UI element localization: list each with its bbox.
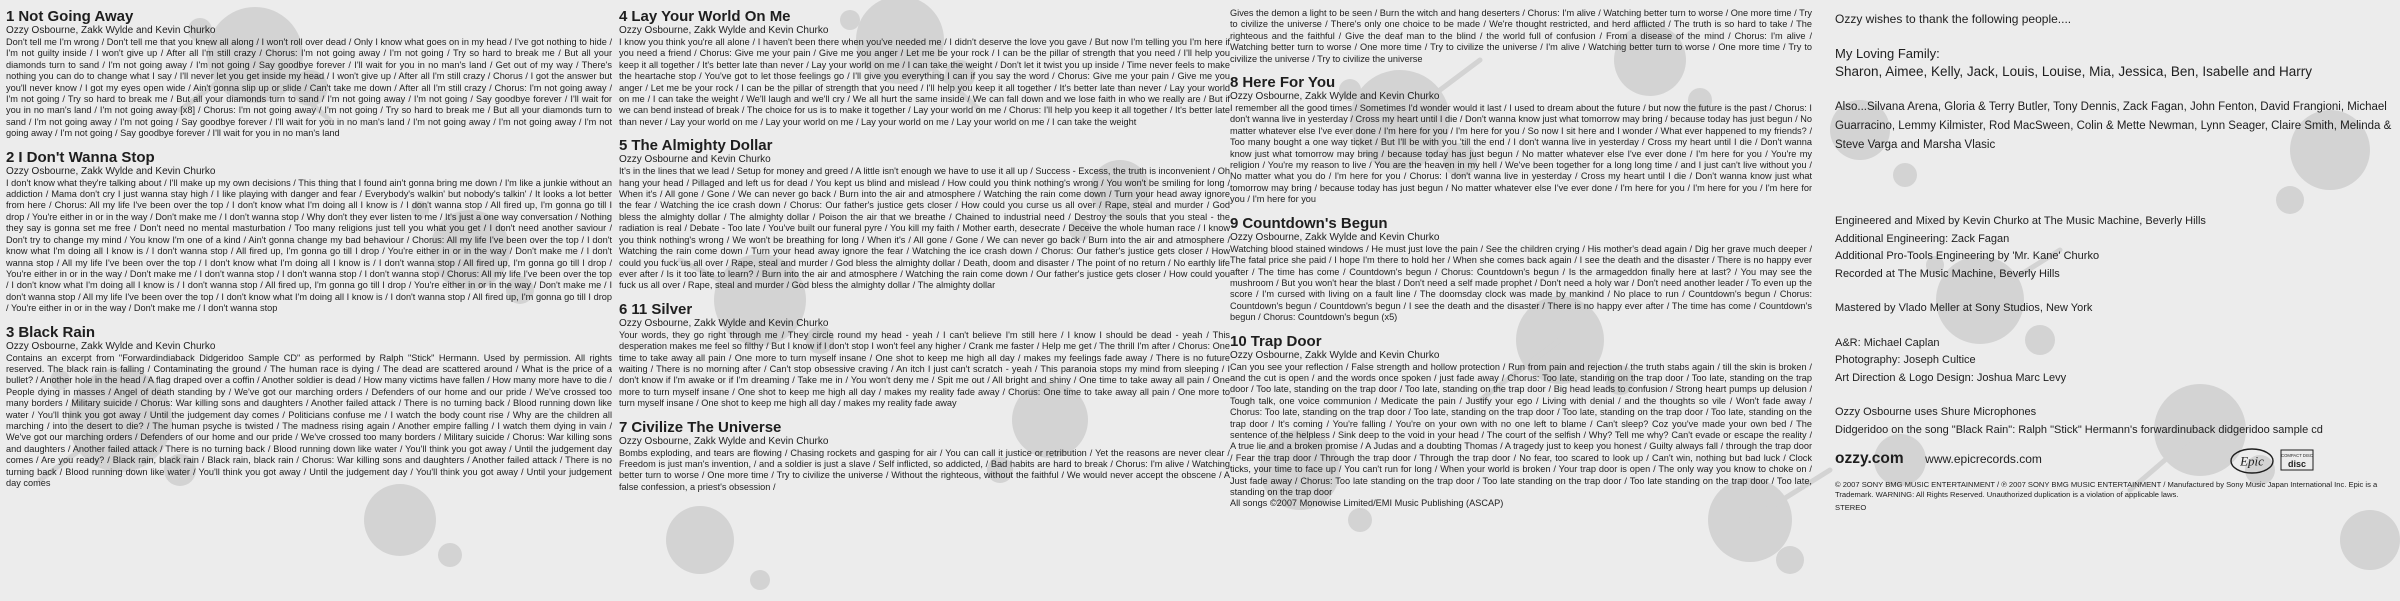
song-title (6, 149, 612, 166)
mastering-credit: Mastered by Vlado Meller at Sony Studios, New York (1835, 302, 2093, 314)
microphone-credit: Ozzy Osbourne uses Shure Microphones (1835, 406, 2037, 418)
ar-credit: A&R: Michael Caplan (1835, 336, 1940, 349)
song-lyrics: Can you see your reflection / False strength and hollow protection / Run from pain and rejection / the truth stabs again / till the skin is broken / and the cut is open / and the words once spoken / just fade away / Chorus: Too late, standing on the trap door / Too late, standing on the trap door / Too late, standing on the trap door / Too late, standing on the trap door / Big head leads to confusion / Strong heart pumps up delusion / Tough talk, one voice communion / Medicate the pain / Justify your ego / Living with denial / and the thoughts so vile / Won't fade away / Chorus: Too late, standing on the trap door / Too late, standing on the trap door / Too late, standing on the trap door / Too late, standing on the trap door / It's coming / You're falling / You're on your own with no one left to blame / Can't sleep? Coz you've made your own bed / The sentence of the helpless / Sink deep to the void in your head / The court of the selfish / Why? Tell me why? Can't evade or escape the reality / A true lie and a broken promise / A Judas and a doubting Thomas / A tragedy just to keep you honest / Guilty always fall / through the trap door / Fear the trap door / Through the trap door / Through the trap door / No fear, too scared to look up / Can't win, nothing but bad luck / Clock ticks, your time to face up / You can't run for long / When your world is broken / Your trap door is open / The only way you know to choke on / Just fade away / Chorus: Too late standing on the trap door / Too late standing on the trap door / Too late standing on the trap door / Too late, standing on the trap door (1230, 361, 1812, 497)
song-title (619, 301, 1230, 318)
additional-engineering-credit: Additional Engineering: Zack Fagan (1835, 232, 2010, 245)
credits-column (1835, 8, 2395, 513)
song-7 (619, 419, 1230, 494)
songwriter-credits: Ozzy Osbourne, Zakk Wylde and Kevin Churko (6, 165, 216, 177)
song-5 (619, 137, 1230, 291)
song-6 (619, 301, 1230, 410)
song-title (1230, 74, 1812, 91)
song-title (6, 324, 612, 341)
track-number: 8 (1230, 74, 1239, 92)
track-number: 7 (619, 418, 628, 436)
compact-disc-logo (2280, 449, 2314, 471)
song-lyrics: Bombs exploding, and tears are flowing / Chasing rockets and gasping for air / You can call it justice or retribution / Yet the reasons are never clear / Freedom is just man's invention, / and a soldier is just a slave / Self inflicted, so addicted, / Bad habits are hard to break / Chorus: I'm alive / Watching better turn to worse / One more time / Try to civilize the universe / Without the righteous, without the faithful / We would never accept the obscene / A false confession, a priest's obsession / (619, 447, 1230, 492)
ozzy-website-link[interactable] (1835, 450, 2042, 468)
song-9 (1230, 215, 1812, 324)
thanks-heading: Ozzy wishes to thank the following people.... (1835, 12, 2072, 26)
protools-credit: Additional Pro-Tools Engineering by 'Mr. Kane' Churko (1835, 250, 2100, 262)
song-title (619, 8, 1230, 25)
family-names: Sharon, Aimee, Kelly, Jack, Louis, Louise, Mia, Jessica, Ben, Isabelle and Harry (1835, 64, 2312, 79)
svg-text:disc: disc (2287, 459, 2307, 469)
track-number: 9 (1230, 214, 1239, 232)
song-title (1230, 333, 1812, 350)
song-lyrics: It's in the lines that we lead / Setup for money and greed / A little isn't enough we have to use it all up / Success - Excess, the truth is inconvenient / Oh hang your head / Pillaged and left us for dead / You kept us blind and mislead / How could you think nothing's wrong / You won't be smiling for long / When it's / All gone / Gone / We can never go back / Burn into the air and atmosphere / Watching the rain come down / Turn your head away ignore the fear / Watching the ice crash down / Chorus: Our father's justice gets closer / How could you curse us all over / Rape, steal and murder / God bless the almighty dollar / The almighty dollar / Poison the air that we breathe / Chained to industrial need / Destroy the souls that you steal - the radiation is real / Debate - Too late / You've built our funeral pyre / You kill my faith / Mother earth, desecrate / Deceive the whole human race / I know you think nothing's wrong / We won't be breathing for long / When it's / All gone / Gone / We can never go back / Burn into the air and atmosphere / Watching the rain come down / Turn your head away ignore the fear / Watching the ice crash down / Chorus: Our father's justice gets closer / How could you fuck us all over / Rape, steal and murder / God bless the almighty dollar / Death, doom and disaster / The point of no return / No earthly life ever after / Is it too late to learn? / Burn into the air and atmosphere / Watching the rain come down / Our father's justice gets closer / How could you fuck us all over / Rape, steal and murder / God bless the almighty dollar / The almighty dollar (619, 166, 1230, 291)
recording-credit: Recorded at The Music Machine, Beverly Hills (1835, 267, 2060, 280)
also-thanks: Also...Silvana Arena, Gloria & Terry Butler, Tony Dennis, Zack Fagan, John Fenton, David Frangioni, Michael Guarracino, Lemmy Kilmister, Rod MacSween, Colin & Mette Newman, Lynn Seager, Claire Smith, Melinda & Steve Varga and Marsha Vlasic (1835, 101, 2392, 151)
song-7-continued (1230, 8, 1812, 65)
songwriter-credits: Ozzy Osbourne and Kevin Churko (619, 154, 771, 166)
track-title: Civilize The Universe (631, 418, 782, 436)
song-8 (1230, 74, 1812, 206)
track-number: 5 (619, 137, 628, 155)
song-4 (619, 8, 1230, 128)
song-title (1230, 215, 1812, 232)
family-heading: My Loving Family: (1835, 46, 1940, 61)
epic-url: www.epicrecords.com (1925, 452, 2042, 466)
art-direction-credit: Art Direction & Logo Design: Joshua Marc Levy (1835, 371, 2067, 384)
engineering-credit: Engineered and Mixed by Kevin Churko at The Music Machine, Beverly Hills (1835, 215, 2206, 227)
songwriter-credits: Ozzy Osbourne, Zakk Wylde and Kevin Churko (6, 340, 216, 352)
song-2 (6, 149, 612, 315)
track-title: Trap Door (1250, 332, 1322, 350)
epic-records-logo (2230, 448, 2274, 474)
song-lyrics: Don't tell me I'm wrong / Don't tell me that you knew all along / I won't roll over dead / Only I know what goes on in my head / I've got nothing to hide / I'm not guilty inside / I won't give up / After all I'm still crazy / Chorus: I'm not going away / I'm not going / Try so hard to break me / But all your diamonds turn to sand / I'm not going away / I'm not going / Say goodbye forever / I'll wait for you in no man's land / Get out of my way / There's nothing you can do to change what I say / I'll never let you get inside my head / I won't give up / After all I'm still crazy / Chorus / I got the answer but you'll never know / I got my eyes open wide / Ain't gonna slip up or slide / Can't take me down / After all I'm still crazy / Chorus: I'm not going away / I'm not going / Try so hard to break me / But all your diamonds turn to sand / I'm not going away / I'm not going / Say goodbye forever / I'll wait for you in no man's land / I'm not going away [x8] / Chorus: I'm not going away / I'm not going / Try so hard to break me / But all your diamonds turn to sand / I'm not going away / I'm not going / Say goodbye forever / I'll wait for you in no man's land / I'm not going away / I'm not going away / I'm not going away / I'm not going / Say goodbye forever / I'll wait for you in no man's land (6, 37, 612, 139)
song-lyrics: Your words, they go right through me / They circle round my head - yeah / I can't believe I'm still here / I know I should be dead - yeah / This desperation makes me feel so filthy / But I know if I don't stop I won't feel any higher / Crank me faster / Help me get / The thrill I'm after / Chorus: One time to take away all pain / One more to turn myself insane / One shot to keep me high all day / makes my feelings fade away / There is no future waiting / There is no morning after / Can't stop obsessive craving / An itch I just can't scratch - yeah / This paranoia stops my mind from sleeping / I don't know if I'm awake or if I'm dreaming / Take me in / You won't deny me / Spit me out / All bright and shiny / One time to take away all pain / One more to turn myself insane / One shot to keep me high all day / makes my reality fade away / Chorus: One time to take away all pain / One more to turn myself insane / One shot to keep me high all day / makes my reality fade away (619, 329, 1230, 409)
track-title: Countdown's Begun (1242, 214, 1388, 232)
copyright-notice: © 2007 SONY BMG MUSIC ENTERTAINMENT / ℗ 2007 SONY BMG MUSIC ENTERTAINMENT / Manufactured by Sony Music Japan International Inc. Epic is a Trademark. WARNING: All Rights Reserved. Unauthorized duplication is a violation of applicable laws. (1835, 480, 2378, 499)
song-lyrics: Watching blood stained windows / He must just love the pain / See the children crying / His mother's dead again / Dig her grave much deeper / The fatal price she paid / I hope I'm there to hold her / When she comes back again / I see the death and the disaster / There is no happy ever after / The time has come / Countdown's begun / Chorus: Countdown's begun / Is the armageddon finally here at last? / You may see the mushroom / But you won't hear the blast / Don't need a self made prophet / Don't need a holy war / Don't need another leader / To even up the score / I'm cursed with living on a fault line / The doomsday clock was made by mankind / No place to run / Countdown's begun / Chorus: Countdown's begun / Countdown's begun / I see the death and the disaster / There is no happy ever after / The time has come / Countdown's begun / Chorus: Countdown's begun (x5) (1230, 243, 1812, 323)
lyrics-column-1 (6, 8, 612, 498)
songwriter-credits: Ozzy Osbourne, Zakk Wylde and Kevin Churko (619, 435, 829, 447)
song-lyrics: Contains an excerpt from "Forwardindiaback Didgeridoo Sample CD" as performed by Ralph "Stick" Hermann. Used by permission. All rights reserved. The black rain is falling / Contaminating the ground / The human race is dying / The dead are scattered around / What is the price of a bullet? / Another hole in the head / A flag draped over a coffin / Another soldier is dead / How many victims have fallen / How many more have to die / People dying in masses / Angel of death standing by / We've got our marching orders / Defenders of our home and our pride / We've crossed too many borders / Military suicide / Chorus: War killing sons and daughters / Another failed attack / There is no turning back / Blood running down like water / You'll think you got away / Until the judgement day comes / Politicians confuse me / I watch the body count rise / Why are the children all marching / into the desert to die? / The human psyche is twisted / The madness rising again / Another empire falling / I watch them dying in vain / We've got our marching orders / Defenders of our home and our pride / We've crossed too many borders / Military suicide / Chorus: War killing sons and daughters / Another failed attack / There is no turning back / Blood running down like water / You'll think you got away / Until the judgement day comes / Are you ready? / Black rain, black rain / Black rain, black rain / Chorus: War killing sons and daughters / Another failed attack / There is no turning back / Blood running down like water / You'll think you got away / Until the judgement day / You'll think you got away / Until your judgement day comes (6, 352, 612, 488)
publishing-credit: All songs ©2007 Monowise Limited/EMI Music Publishing (ASCAP) (1230, 498, 1504, 509)
ozzy-url: ozzy.com (1835, 450, 1904, 467)
track-number: 6 (619, 300, 628, 318)
song-lyrics: I remember all the good times / Sometimes I'd wonder would it last / I used to dream about the future / but now the future is the past / Chorus: I don't wanna live in yesterday / Cross my heart until I die / Don't wanna know just what tomorrow may bring / because today has just begun / No matter whatever else I've ever done / I'm here for you / I'm here for you / So now I sit here and I wonder / What ever happened to my friends? / Too many bought a one way ticket / But I'll be with you 'till the end / I don't wanna live in yesterday / Cross my heart until I die / Don't wanna know just what tomorrow may bring / because today has just begun / No matter whatever else I've ever done / I'm here for you / You're my religion / You're my reason to live / You are the heaven in my hell / We've been together for a long long time / and I just can't live without you / No matter what you do / I'm here for you / Chorus: I don't wanna live in yesterday / Cross my heart until I die / Don't wanna know just what tomorrow may bring / because today has just begun / No matter whatever else I've ever done / I'm here for you / I'm here for you / I'm here for you / I'm here for you (1230, 103, 1812, 205)
songwriter-credits: Ozzy Osbourne, Zakk Wylde and Kevin Churko (1230, 349, 1440, 361)
track-title: The Almighty Dollar (631, 137, 773, 155)
epic-logo-text: Epic (2240, 453, 2264, 469)
song-title (619, 137, 1230, 154)
track-number: 1 (6, 8, 15, 25)
track-title: Here For You (1242, 74, 1336, 92)
songwriter-credits: Ozzy Osbourne, Zakk Wylde and Kevin Churko (6, 25, 216, 36)
cd-logo-text: COMPACT DISC (2281, 453, 2313, 458)
songwriter-credits: Ozzy Osbourne, Zakk Wylde and Kevin Churko (1230, 231, 1440, 243)
photography-credit: Photography: Joseph Cultice (1835, 354, 1976, 366)
track-title: Lay Your World On Me (631, 8, 791, 25)
track-number: 4 (619, 8, 628, 25)
track-title: I Don't Wanna Stop (18, 148, 155, 166)
stereo-label: STEREO (1835, 503, 1867, 513)
song-1 (6, 8, 612, 140)
website-row (1835, 448, 2395, 476)
songwriter-credits: Ozzy Osbourne, Zakk Wylde and Kevin Churko (619, 25, 829, 36)
song-10 (1230, 333, 1812, 510)
song-title (6, 8, 612, 25)
song-lyrics-continued: Gives the demon a light to be seen / Burn the witch and hang deserters / Chorus: I'm alive / Watching better turn to worse / One more time / Try to civilize the universe / There's only one choice to be made / We're thought restricted, and herd afflicted / The truth is so hard to take / The righteous and the faithful / Give the deaf man to the blind / the world full of confusion / From a disease of the mind / Chorus: I'm alive / Watching better turn to worse / One more time / Try to civilize the universe / I'm alive / Watching better turn to worse / One more time / Try to civilize the universe / Try to civilize the universe (1230, 8, 1812, 64)
song-title (619, 419, 1230, 436)
lyrics-column-3 (1230, 8, 1812, 519)
track-number: 10 (1230, 332, 1247, 350)
didgeridoo-credit: Didgeridoo on the song "Black Rain": Ralph "Stick" Hermann's forwardinuback didgeridoo sample cd (1835, 423, 2323, 436)
track-title: Not Going Away (18, 8, 134, 25)
track-number: 2 (6, 148, 15, 166)
song-lyrics: I know you think you're all alone / I haven't been there when you've needed me / I didn't deserve the love you gave / But now I'm telling you I'm here if you need a friend / Chorus: Give me your pain / Give me you anger / Let me be your rock / I can be the pillar of strength that you need / I'll help you keep it all together / It's better late than never / Lay your world on me / I can take the weight / Don't let it twist you up inside / Time never feels to make the heartache stop / You've got to let those feelings go / I'll give you everything I can if you say the word / Chorus: Give me your pain / Give me you anger / Let me be your rock / I can be the pillar of strength that you need / I'll help you keep it all together / It's better late than never / Lay your world on me / I can take the weight / We'll laugh and we'll cry / We all hurt the same inside / We can fall down and we lose faith in who we really are / But if we can bend instead of break / The choice for us is to make it together / Lay your world on me / Chorus: I'll help you keep it all together / It's better late than never / Lay your world on me / Lay your world on me / Lay your world on me / Lay your world on me / I can take the weight (619, 37, 1230, 127)
track-title: 11 Silver (631, 300, 693, 318)
track-title: Black Rain (18, 323, 96, 341)
song-lyrics: I don't know what they're talking about / I'll make up my own decisions / This thing that I found ain't gonna bring me down / I'm like a junkie without an addiction / Mama don't cry I just wanna stay high / I like playing with danger and fear / Everybody's walkin' but nobody's talkin' / It looks a lot better from here / Chorus: All my life I've been over the top / I don't know what I'm doing all I know is / I don't wanna stop / All fired up, I'm gonna go till I drop / You're either in or in the way / Don't make me / I don't wanna stop / Why don't they ever listen to me / It's just a one way conversation / Nothing they say is gonna set me free / Don't need no mental masturbation / Too many religions just tell you what you get / I don't need another saviour / Don't try to change my mind / You know I'm one of a kind / Ain't gonna change my bad behaviour / Chorus: All my life I've been over the top / I don't know what I'm doing all I know is / I don't wanna stop / All fired up, I'm gonna go till I drop / You're either in or in the way / Don't make me / I don't wanna stop / All my life I've been over the top / I don't know what I'm doing all I know is / I don't wanna stop / All fired up, I'm gonna go till I drop / You're either in or in the way / Don't make me / I don't wanna stop / I don't wanna stop / I don't wanna stop / Chorus: All my life I've been over the top / I don't know what I'm doing all I know is / I don't wanna stop / All fired up, I'm gonna go till I drop / You're either in or in the way / Don't make me / I don't wanna stop / All my life I've been over the top / I don't know what I'm doing all I know is / I don't wanna stop / All fired up, I'm gonna go till I drop / You're either in or in the way / Don't make me / I don't wanna stop (6, 177, 612, 314)
songwriter-credits: Ozzy Osbourne, Zakk Wylde and Kevin Churko (1230, 91, 1440, 103)
track-number: 3 (6, 323, 15, 341)
lyrics-column-2 (619, 8, 1230, 502)
songwriter-credits: Ozzy Osbourne, Zakk Wylde and Kevin Churko (619, 317, 829, 329)
song-3 (6, 324, 612, 490)
